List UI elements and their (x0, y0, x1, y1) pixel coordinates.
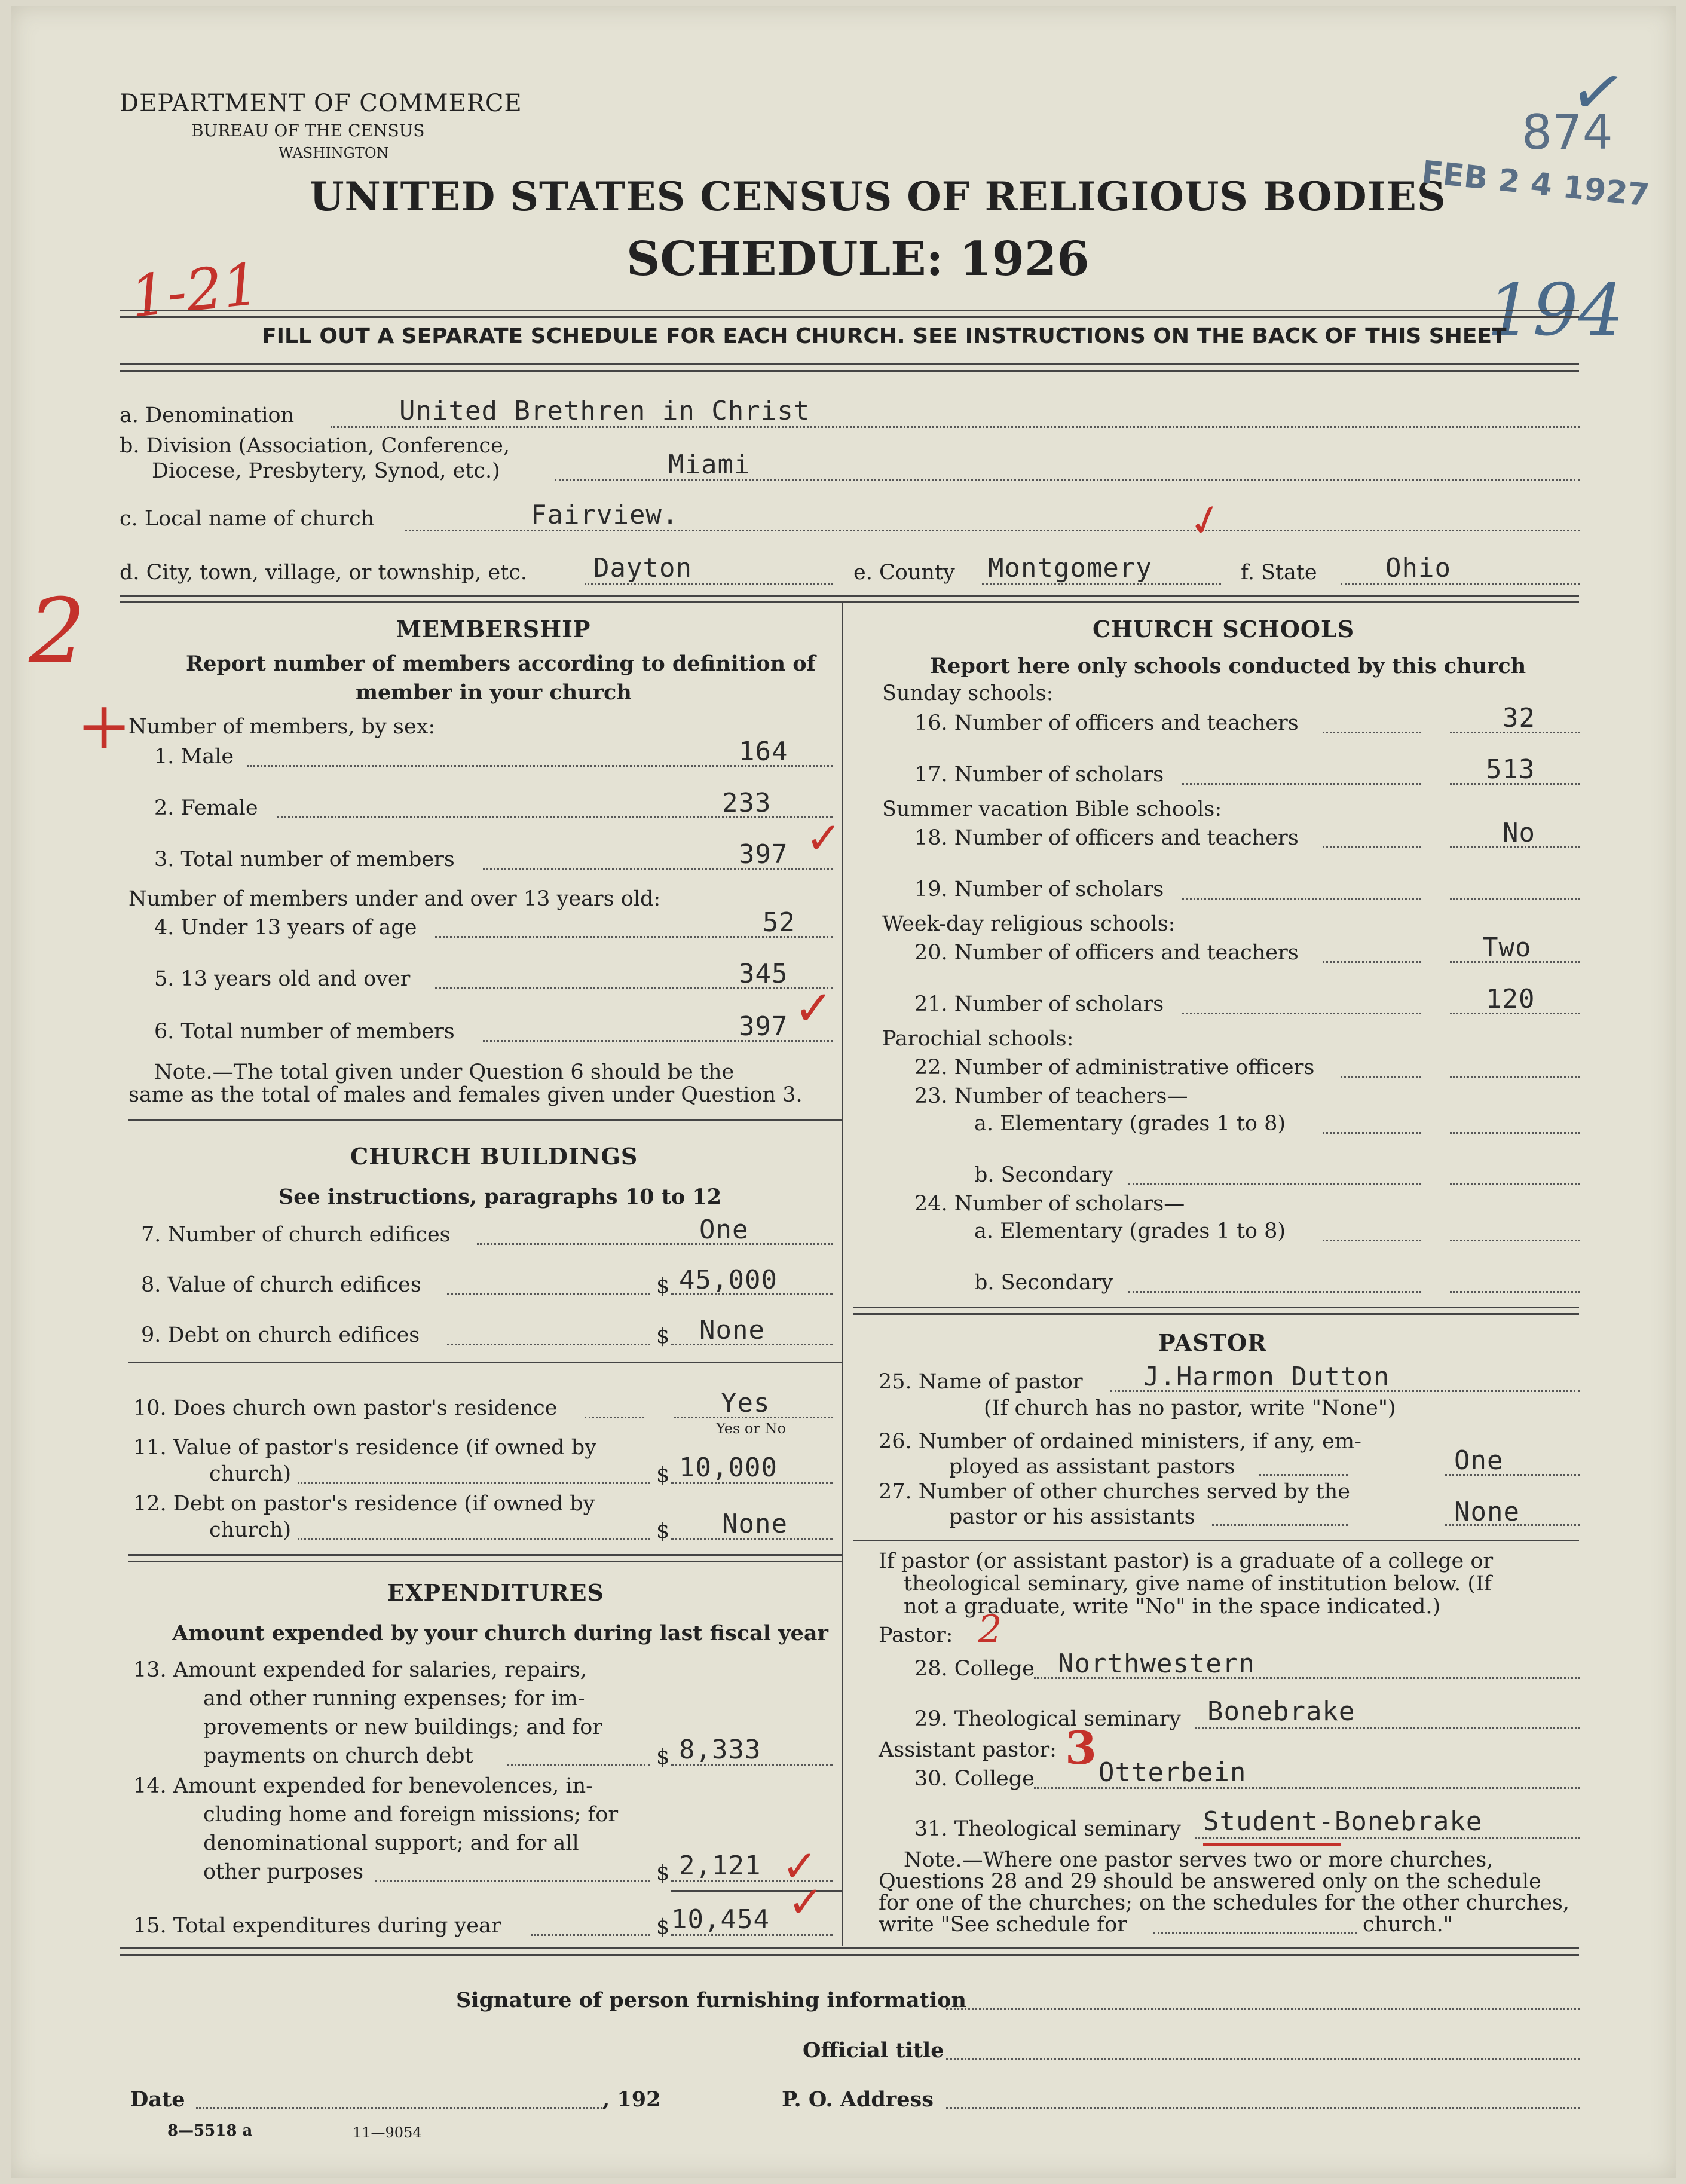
q14-label-1: 14. Amount expended for benevolences, in- (133, 1774, 593, 1798)
county-label: e. County (853, 561, 955, 585)
q23b-label: b. Secondary (974, 1163, 1113, 1187)
q3-label: 3. Total number of members (154, 848, 455, 871)
q18-officers-value: No (1503, 818, 1535, 848)
q20-label: 20. Number of officers and teachers (914, 941, 1299, 965)
q4-under13-value: 52 (763, 907, 795, 938)
church-name-value: Fairview. (531, 500, 679, 530)
q15-total-value: 10,454 (671, 1904, 770, 1935)
q10-residence-value: Yes (721, 1388, 770, 1418)
members-by-age-label: Number of members under and over 13 years old: (128, 887, 661, 911)
assistant-pastor-label: Assistant pastor: (879, 1738, 1057, 1762)
city-value: Dayton (593, 553, 692, 583)
po-address-label: P. O. Address (782, 2087, 934, 2112)
check-mark-name: ✓ (1182, 492, 1229, 549)
weekday-schools-label: Week-day religious schools: (882, 912, 1176, 936)
date-year: , 192 (602, 2087, 661, 2112)
division-label-2: Diocese, Presbytery, Synod, etc.) (152, 459, 500, 483)
sunday-schools-label: Sunday schools: (882, 681, 1054, 705)
q13-label-1: 13. Amount expended for salaries, repairs, (133, 1658, 587, 1682)
q14-label-3: denominational support; and for all (203, 1831, 579, 1855)
q27-label-1: 27. Number of other churches served by the (879, 1480, 1350, 1504)
red-plus-mark: + (77, 687, 132, 764)
check-mark-q14: ✓ (782, 1841, 818, 1891)
q27-other-churches-value: None (1454, 1497, 1520, 1527)
q7-label: 7. Number of church edifices (141, 1223, 451, 1247)
q7-edifices-value: One (699, 1215, 749, 1245)
side-number: 194 (1487, 269, 1624, 352)
red-asst-mark: 3 (1065, 1721, 1097, 1775)
pastor-note-4: write "See schedule for (879, 1913, 1127, 1937)
q12-label-2: church) (209, 1518, 292, 1542)
serial-number: 874 (1522, 105, 1613, 160)
q24a-label: a. Elementary (grades 1 to 8) (974, 1219, 1286, 1243)
q9-debt-value: None (699, 1315, 765, 1345)
q30-label: 30. College (914, 1767, 1035, 1791)
po-address-line (946, 2107, 1580, 2109)
q1-label: 1. Male (154, 745, 234, 769)
q26-assistants-value: One (1454, 1445, 1504, 1476)
pastor-note-1: Note.—Where one pastor serves two or more churches, (904, 1848, 1494, 1872)
graduate-note-3: not a graduate, write "No" in the space indicated.) (904, 1595, 1441, 1619)
check-mark-top: ✓ (1564, 49, 1632, 135)
q26-label-1: 26. Number of ordained ministers, if any, em- (879, 1430, 1361, 1454)
column-divider (842, 601, 843, 1946)
q29-seminary-value: Bonebrake (1207, 1696, 1355, 1727)
q17-label: 17. Number of scholars (914, 763, 1164, 787)
q13-label-2: and other running expenses; for im- (203, 1687, 585, 1711)
q22-label: 22. Number of administrative officers (914, 1056, 1315, 1079)
county-value: Montgomery (988, 553, 1152, 583)
bureau-city: WASHINGTON (279, 145, 389, 161)
membership-heading: MEMBERSHIP (396, 616, 591, 643)
received-date-stamp: FEB 2 4 1927 (1419, 154, 1651, 214)
q13-label-3: provements or new buildings; and for (203, 1715, 603, 1739)
yes-no-hint: Yes or No (716, 1420, 786, 1437)
bureau-name: BUREAU OF THE CENSUS (191, 121, 425, 140)
q23a-label: a. Elementary (grades 1 to 8) (974, 1112, 1286, 1136)
q16-officers-value: 32 (1503, 703, 1535, 733)
summer-schools-label: Summer vacation Bible schools: (882, 797, 1222, 821)
q21-label: 21. Number of scholars (914, 992, 1164, 1016)
expenditures-sub: Amount expended by your church during last fiscal year (172, 1621, 828, 1645)
q5-over13-value: 345 (739, 959, 788, 989)
dept-name: DEPARTMENT OF COMMERCE (120, 90, 522, 117)
q6-label: 6. Total number of members (154, 1020, 455, 1044)
q21-scholars-value: 120 (1486, 984, 1535, 1014)
expenditures-heading: EXPENDITURES (387, 1579, 604, 1606)
schools-heading: CHURCH SCHOOLS (1093, 616, 1355, 643)
schedule-title: SCHEDULE: 1926 (626, 232, 1090, 286)
q14-label-2: cluding home and foreign missions; for (203, 1803, 619, 1827)
q28-label: 28. College (914, 1657, 1035, 1681)
form-number: 8—5518 a (167, 2122, 253, 2140)
date-line (196, 2107, 602, 2109)
denomination-value: United Brethren in Christ (399, 396, 810, 426)
q11-value: 10,000 (679, 1452, 778, 1483)
buildings-sub: See instructions, paragraphs 10 to 12 (279, 1185, 722, 1209)
q5-label: 5. 13 years old and over (154, 967, 411, 991)
header-rule-2 (120, 363, 1579, 372)
membership-sub-2: member in your church (356, 680, 632, 705)
q19-label: 19. Number of scholars (914, 877, 1164, 901)
q11-label-1: 11. Value of pastor's residence (if owned by (133, 1436, 596, 1460)
red-margin-mark: 2 (29, 580, 86, 684)
q12-label-1: 12. Debt on pastor's residence (if owned by (133, 1492, 595, 1516)
q4-label: 4. Under 13 years of age (154, 916, 417, 940)
pastor-note-4b: church." (1363, 1913, 1453, 1937)
q31-seminary-value: Student-Bonebrake (1203, 1806, 1483, 1837)
identity-rule (120, 595, 1579, 603)
q25-pastor-name-value: J.Harmon Dutton (1143, 1362, 1390, 1392)
q25-note: (If church has no pastor, write "None") (984, 1396, 1396, 1420)
graduate-note-1: If pastor (or assistant pastor) is a graduate of a college or (879, 1549, 1494, 1573)
pastor-note-3: for one of the churches; on the schedules for the other churches, (879, 1891, 1569, 1915)
footer-rule (120, 1947, 1579, 1956)
pastor-note-2: Questions 28 and 29 should be answered only on the schedule (879, 1870, 1541, 1894)
q10-label: 10. Does church own pastor's residence (133, 1396, 558, 1420)
city-label: d. City, town, village, or township, etc. (120, 561, 527, 585)
q24-label: 24. Number of scholars— (914, 1192, 1185, 1216)
q13-label-4: payments on church debt (203, 1744, 473, 1768)
q11-label-2: church) (209, 1462, 292, 1486)
q1-male-value: 164 (739, 736, 788, 767)
division-value: Miami (668, 449, 751, 480)
q29-label: 29. Theological seminary (914, 1707, 1182, 1731)
q8-value-edifices: 45,000 (679, 1265, 778, 1295)
parochial-schools-label: Parochial schools: (882, 1027, 1074, 1051)
instruction-line: FILL OUT A SEPARATE SCHEDULE FOR EACH CHURCH. SEE INSTRUCTIONS ON THE BACK OF THIS SHEET (262, 324, 1507, 348)
church-name-label: c. Local name of church (120, 507, 375, 531)
schools-sub: Report here only schools conducted by this church (930, 654, 1526, 678)
check-mark-q15: ✓ (788, 1877, 824, 1927)
signature-line (946, 2008, 1580, 2010)
red-code-annotation: 1-21 (127, 250, 262, 331)
q2-female-value: 233 (722, 788, 772, 818)
q25-label: 25. Name of pastor (879, 1370, 1083, 1394)
q15-label: 15. Total expenditures during year (133, 1914, 501, 1938)
q12-debt-value: None (722, 1509, 788, 1539)
q3-total-value: 397 (739, 839, 788, 870)
state-value: Ohio (1385, 553, 1451, 583)
q24b-label: b. Secondary (974, 1271, 1113, 1295)
q23-label: 23. Number of teachers— (914, 1084, 1188, 1108)
q9-label: 9. Debt on church edifices (141, 1323, 420, 1347)
q16-label: 16. Number of officers and teachers (914, 711, 1299, 735)
members-by-sex-label: Number of members, by sex: (128, 715, 436, 739)
state-label: f. State (1241, 561, 1317, 585)
q14-label-4: other purposes (203, 1860, 364, 1884)
membership-sub-1: Report number of members according to definition of (186, 651, 816, 676)
q30-college-value: Otterbein (1098, 1757, 1247, 1788)
official-title-line (946, 2058, 1580, 2060)
q8-label: 8. Value of church edifices (141, 1273, 421, 1297)
q27-label-2: pastor or his assistants (949, 1505, 1195, 1529)
graduate-note-2: theological seminary, give name of institution below. (If (904, 1572, 1492, 1596)
q26-label-2: ployed as assistant pastors (949, 1455, 1235, 1479)
q14-benevolence-value: 2,121 (679, 1850, 761, 1881)
q6-total-value: 397 (739, 1011, 788, 1042)
print-code: 11—9054 (353, 2124, 422, 2141)
date-label: Date (130, 2087, 185, 2112)
form-title: UNITED STATES CENSUS OF RELIGIOUS BODIES (310, 173, 1446, 220)
check-mark-q6: ✓ (794, 980, 834, 1036)
denomination-label: a. Denomination (120, 403, 295, 427)
membership-note-1: Note.—The total given under Question 6 should be the (154, 1060, 735, 1084)
q13-expended-value: 8,333 (679, 1735, 761, 1765)
signature-label: Signature of person furnishing information (456, 1988, 966, 2012)
red-pastor-mark: 2 (978, 1608, 1002, 1652)
q2-label: 2. Female (154, 796, 258, 820)
q20-officers-value: Two (1482, 932, 1532, 963)
official-title-label: Official title (803, 2038, 944, 2063)
red-underline (1203, 1843, 1341, 1846)
buildings-heading: CHURCH BUILDINGS (350, 1143, 638, 1170)
check-mark-q3: ✓ (806, 813, 842, 863)
q31-label: 31. Theological seminary (914, 1817, 1182, 1841)
header-rule (120, 310, 1579, 318)
q17-scholars-value: 513 (1486, 754, 1535, 785)
membership-note-2: same as the total of males and females given under Question 3. (128, 1083, 803, 1107)
pastor-section-label: Pastor: (879, 1623, 953, 1647)
census-schedule-sheet: DEPARTMENT OF COMMERCE BUREAU OF THE CENSUS WASHINGTON UNITED STATES CENSUS OF RELIGIOUS BODIES SCHEDULE: 1926 874 ✓ FEB 2 4 1927 194 1-21 FILL OUT A SEPARATE SCHEDULE FOR EACH CHURCH. SEE INSTRUCTIONS ON THE BACK OF THIS SHEET a. Denomination United Brethren in Christ b. Division (Association, Conference, Diocese, Presbytery, Synod, etc.) Miami c. Local name of church Fairview. ✓ d. City, town, village, or township, etc. Dayton e. County Montgomery f. State Ohio 2 + MEMBERSHIP Report number of members according to definition of member in your church Number of members, by sex: 1. Male 164 2. Female 233 3. Total number of members 397 ✓ Number of members under and over 13 years old: 4. Under 13 years of age 52 5. 13 years old and over 345 6. Total number of members 397 ✓ Note.—The total given under Question 6 should be the same as the total of males and females given under Question 3. CHURCH BUILDINGS See instructions, paragraphs 10 to 12 7. Number of church edifices One 8. Value of church edifices $ 45,000 9. Debt on church edifices $ None 10. Does church own pastor's residence Yes Yes or No 11. Value of pastor's residence (if owned by church) $ 10,000 12. Debt on pastor's residence (if owned by church) $ None EXPENDITURES Amount expended by your church during last fiscal year 13. Amount expended for salaries, repairs, and other running expenses; for im- provements or new buildings; and for payments on church debt $ 8,333 14. Amount expended for benevolences, in- cluding home and foreign missions; for denominational support; and for all other purposes $ 2,121 ✓ 15. Total expenditures during year $ 10,454 ✓ CHURCH SCHOOLS Report here only schools conducted by this church Sunday schools: 16. Number of officers and teachers 32 17. Number of scholars 513 Summer vacation Bible schools: 18. Number of officers and teachers No 19. Number of scholars Week-day religious schools: 20. Number of officers and teachers Two 21. Number of scholars 120 Parochial schools: 22. Number of administrative officers 23. Number of teachers— a. Elementary (grades 1 to 8) b. Secondary 24. Number of scholars— a. Elementary (grades 1 to 8) b. Secondary PASTOR 25. Name of pastor J.Harmon Dutton (If church has no pastor, write "None") 26. Number of ordained ministers, if any, em- ployed as assistant pastors One 27. Number of other churches served by the pastor or his assistants None If pastor (or assistant pastor) is a graduate of a college or theological seminary, give name of institution below. (If not a graduate, write "No" in the space indicated.) Pastor: 2 28. College Northwestern 29. Theological seminary Bonebrake Assistant pastor: 3 30. College Otterbein 31. Theological seminary Student-Bonebrake Note.—Where one pastor serves two or more churches, Questions 28 and 29 should be answered only on the schedule for one of the churches; on the schedules for the other churches, write "See schedule for church." Signature of person furnishing information Official title Date , 192 P. O. Address 8—5518 a 11—9054 (11, 6, 1676, 2178)
division-label-1: b. Division (Association, Conference, (120, 434, 510, 458)
q18-label: 18. Number of officers and teachers (914, 826, 1299, 850)
pastor-heading: PASTOR (1158, 1329, 1267, 1356)
q28-college-value: Northwestern (1058, 1648, 1255, 1679)
